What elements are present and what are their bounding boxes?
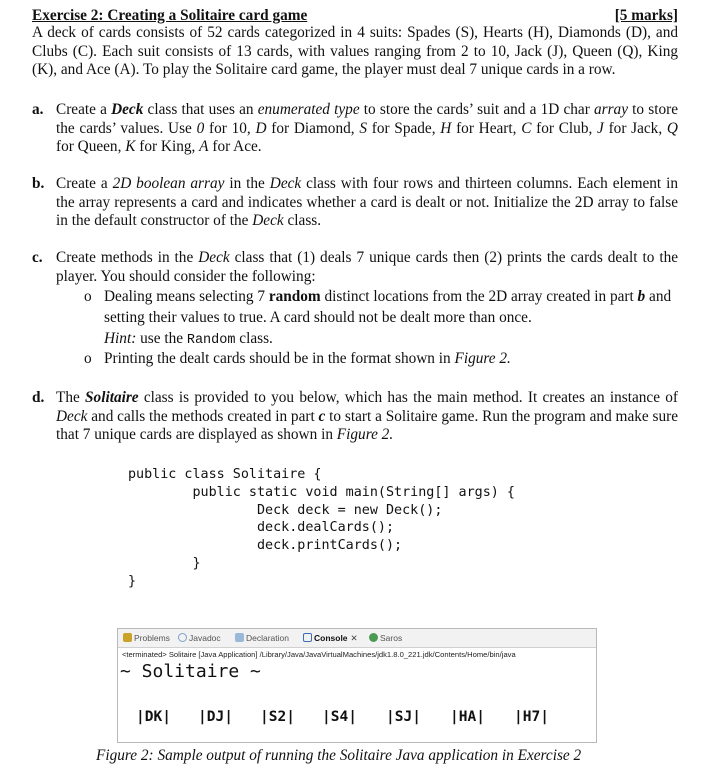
code-line: } <box>128 573 137 589</box>
bullet-marker: o <box>84 288 92 305</box>
solitaire-code-block <box>128 466 515 591</box>
part-a-label: a. <box>32 101 44 118</box>
code-line: deck.printCards(); <box>128 538 403 554</box>
dealt-card: |S4| <box>322 709 357 725</box>
part-a-text: Create a Deck class that uses an enumerated type to store the cards’ suit and a 1D char array to store the cards’ values. Use 0 for 10, D for Diamond, S for Spade, H for Heart, C for Club, J for Jack, Q for Queen, K for King, A for Ace. <box>56 101 678 156</box>
terminated-status: <terminated> Solitaire [Java Application] /Library/Java/JavaVirtualMachines/jdk1.8.0_221.jdk/Contents/Home/bin/java <box>122 650 516 659</box>
code-line: public class Solitaire { <box>128 467 322 482</box>
dealt-card: |DK| <box>136 709 171 725</box>
code-line: } <box>128 555 201 571</box>
dealt-card: |S2| <box>260 709 295 725</box>
console-icon <box>303 633 312 642</box>
javadoc-icon <box>178 633 187 642</box>
code-line: deck.dealCards(); <box>128 520 395 536</box>
console-screenshot <box>117 628 597 743</box>
tab-problems[interactable]: Problems <box>123 632 170 644</box>
part-d-text: The Solitaire class is provided to you below, which has the main method. It creates an instance of Deck and calls the methods created in part c to start a Solitaire game. Run the program and make sure that 7 unique cards are displayed as shown in Figure 2. <box>56 389 678 444</box>
bullet-marker: o <box>84 350 92 367</box>
part-b-label: b. <box>32 175 45 192</box>
exercise-title: Exercise 2: Creating a Solitaire card game <box>32 7 308 24</box>
console-output-title: ~ Solitaire ~ <box>120 661 261 682</box>
figure-caption: Figure 2: Sample output of running the Solitaire Java application in Exercise 2 <box>96 747 582 764</box>
problems-icon <box>123 633 132 642</box>
part-c-bullet-1-text: Dealing means selecting 7 random distinct locations from the 2D array created in part b and setting their values to true. A card should not be dealt more than once. Hint: use the Random class. <box>104 288 672 348</box>
tab-javadoc[interactable]: Javadoc <box>178 632 221 644</box>
part-b-text: Create a 2D boolean array in the Deck class with four rows and thirteen columns. Each element in the array represents a card and indicates whether a card is dealt or not. Initialize the 2D array to false in the default constructor of the Deck class. <box>56 175 678 230</box>
declaration-icon <box>235 633 244 642</box>
tab-saros[interactable]: Saros <box>369 632 402 644</box>
dealt-card: |SJ| <box>386 709 421 725</box>
part-c-text: Create methods in the Deck class that (1) deals 7 unique cards then (2) prints the cards dealt to the player. You should consider the following: <box>56 249 679 285</box>
code-line: public static void main(String[] args) { <box>128 484 515 500</box>
part-d-label: d. <box>32 389 45 406</box>
exercise-marks: [5 marks] <box>614 7 678 24</box>
dealt-card: |HA| <box>450 709 485 725</box>
part-c-bullet-2-text: Printing the dealt cards should be in the format shown in Figure 2. <box>104 350 511 367</box>
tab-console[interactable]: Console ✕ <box>303 632 358 644</box>
tab-declaration[interactable]: Declaration <box>235 632 289 644</box>
view-tab-bar <box>118 629 596 648</box>
code-line: Deck deck = new Deck(); <box>128 502 443 518</box>
exercise-header <box>32 7 680 24</box>
dealt-card: |H7| <box>514 709 549 725</box>
saros-icon <box>369 633 378 642</box>
close-icon[interactable]: ✕ <box>350 633 358 643</box>
intro-paragraph: A deck of cards consists of 52 cards categorized in 4 suits: Spades (S), Hearts (H), Diamonds (D), and Clubs (C). Each suit consists of 13 cards, with values ranging from 2 to 10, Jack (J), Queen (Q), King (K), and Ace (A). To play the Solitaire card game, the player must deal 7 unique cards in a row. <box>32 24 678 79</box>
part-c-label: c. <box>32 249 43 266</box>
dealt-card: |DJ| <box>198 709 233 725</box>
